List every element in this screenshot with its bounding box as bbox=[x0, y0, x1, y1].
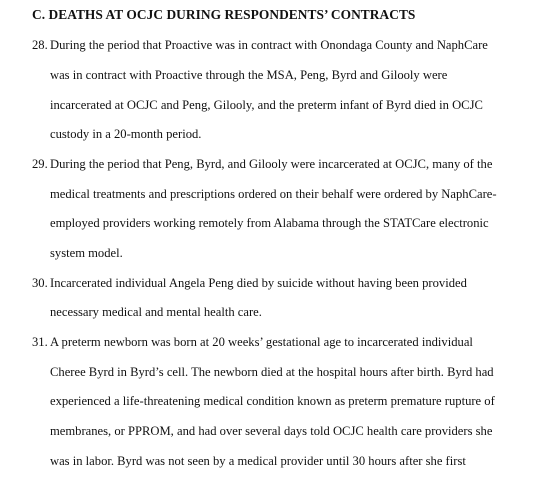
paragraph-31-line-2: Cheree Byrd in Byrd’s cell. The newborn died at the hospital hours after birth. Byrd had bbox=[50, 365, 494, 379]
paragraph-31-line-5: was in labor. Byrd was not seen by a medical provider until 30 hours after she first bbox=[50, 454, 466, 468]
paragraph-number-31: 31. bbox=[32, 335, 48, 349]
paragraph-31-line-3: experienced a life-threatening medical condition known as preterm premature rupture of bbox=[50, 394, 495, 408]
paragraph-28-line-2: was in contract with Proactive through the MSA, Peng, Byrd and Gilooly were bbox=[50, 68, 448, 82]
paragraph-28-line-4: custody in a 20-month period. bbox=[50, 127, 202, 141]
paragraph-number-29: 29. bbox=[32, 157, 48, 171]
section-heading: C. DEATHS AT OCJC DURING RESPONDENTS’ CONTRACTS bbox=[32, 7, 416, 22]
paragraph-29-line-1: During the period that Peng, Byrd, and Gilooly were incarcerated at OCJC, many of the bbox=[50, 157, 493, 171]
paragraph-30-line-2: necessary medical and mental health care. bbox=[50, 305, 262, 319]
paragraph-number-28: 28. bbox=[32, 38, 48, 52]
paragraph-29-line-2: medical treatments and prescriptions ordered on their behalf were ordered by NaphCare- bbox=[50, 187, 497, 201]
paragraph-29-line-4: system model. bbox=[50, 246, 123, 260]
paragraph-number-30: 30. bbox=[32, 276, 48, 290]
paragraph-29-line-3: employed providers working remotely from Alabama through the STATCare electronic bbox=[50, 216, 489, 230]
paragraph-31-line-4: membranes, or PPROM, and had over several days told OCJC health care providers she bbox=[50, 424, 493, 438]
paragraph-28-line-3: incarcerated at OCJC and Peng, Gilooly, and the preterm infant of Byrd died in OCJC bbox=[50, 98, 483, 112]
paragraph-31-line-1: A preterm newborn was born at 20 weeks’ gestational age to incarcerated individual bbox=[50, 335, 473, 349]
paragraph-30-line-1: Incarcerated individual Angela Peng died by suicide without having been provided bbox=[50, 276, 467, 290]
paragraph-28-line-1: During the period that Proactive was in contract with Onondaga County and NaphCare bbox=[50, 38, 488, 52]
